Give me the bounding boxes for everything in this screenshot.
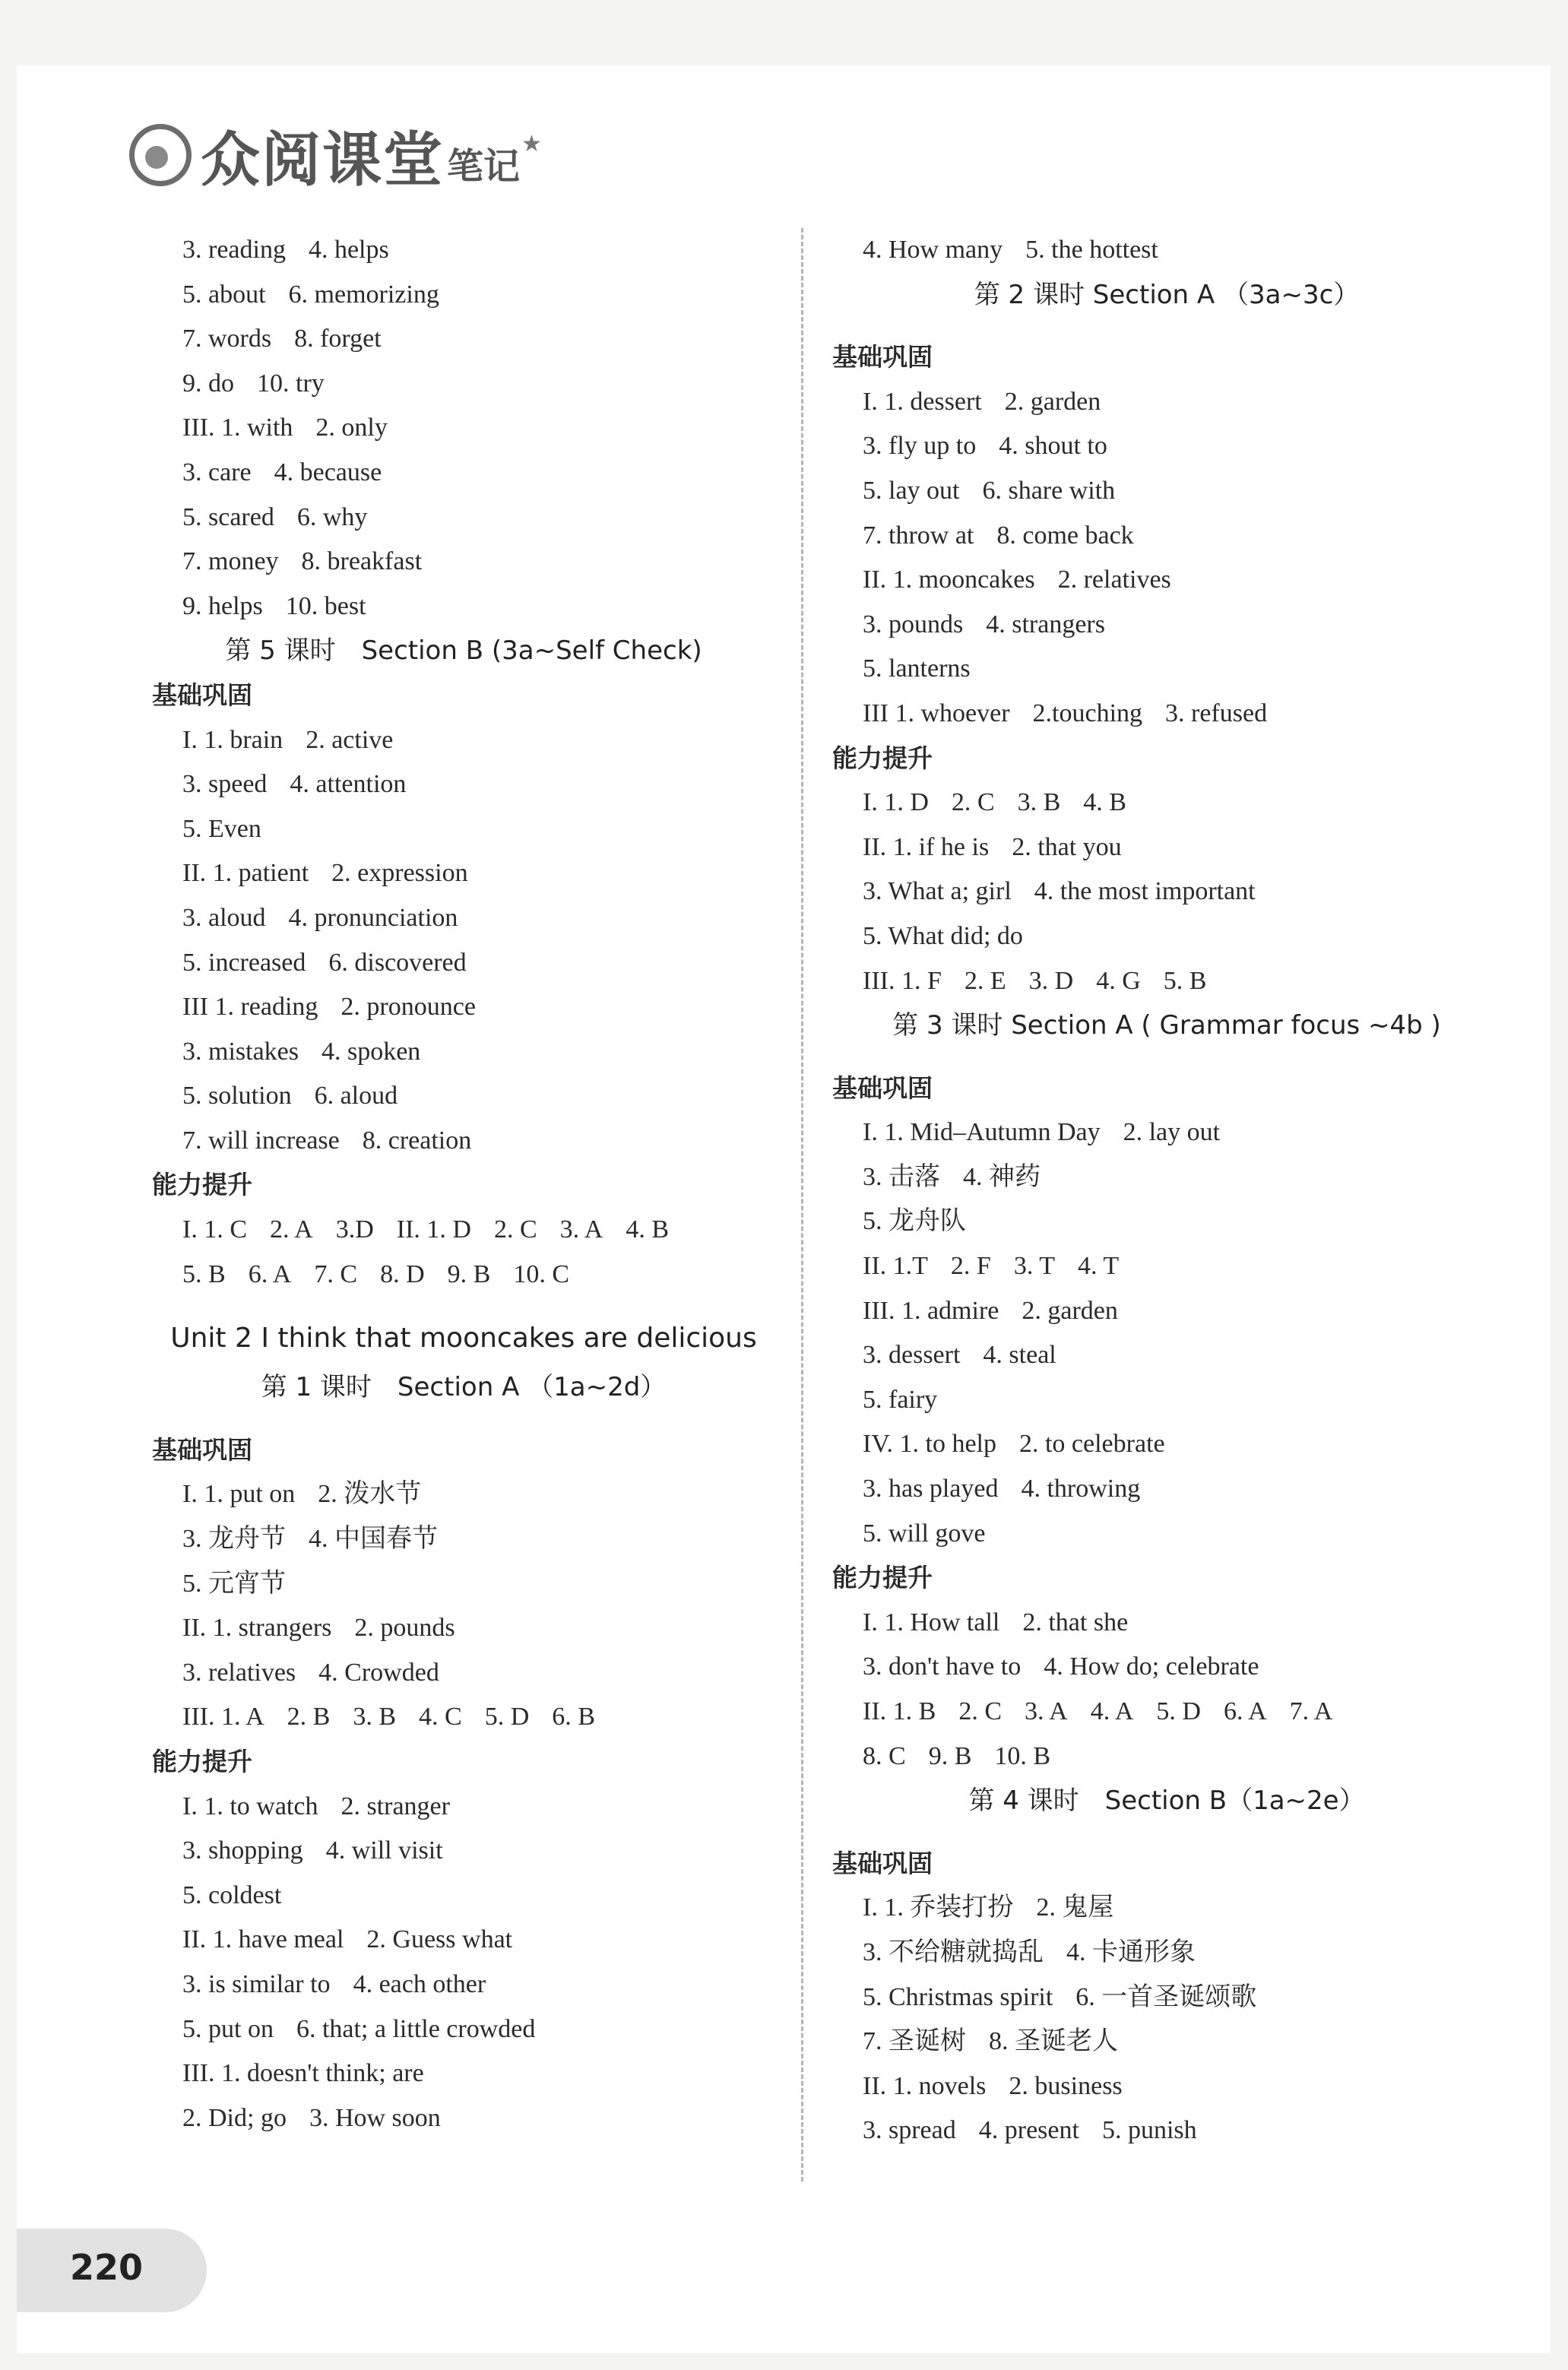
answer-item: 5. the hottest xyxy=(1025,236,1158,264)
lesson1-title: 第 1 课时 Section A （1a~2d） xyxy=(261,1372,667,1403)
answer-item: 4. Crowded xyxy=(318,1658,439,1687)
answer-line xyxy=(832,469,1501,514)
answer-line xyxy=(832,603,1501,648)
answer-item: 2. B xyxy=(287,1703,331,1732)
answer-line xyxy=(832,1601,1501,1646)
answer-item: 3. How soon xyxy=(309,2103,441,2132)
answer-item: 2. that you xyxy=(1012,832,1122,861)
answer-item: I. 1. brain xyxy=(182,725,284,754)
answer-item: 3. 不给糖就捣乱 xyxy=(863,1938,1044,1966)
answer-line xyxy=(152,585,775,629)
answer-item: 4. attention xyxy=(290,770,407,799)
answer-line xyxy=(832,2064,1501,2109)
answer-line xyxy=(832,514,1501,559)
answer-item: 7. words xyxy=(182,325,272,353)
answer-item: I. 1. Mid–Autumn Day xyxy=(863,1118,1101,1147)
answer-item: 8. forget xyxy=(294,325,382,353)
answer-item: 6. why xyxy=(296,502,368,531)
answer-item: 5. punish xyxy=(1101,2116,1197,2145)
answer-item: 3. aloud xyxy=(182,903,266,932)
brand-logo-icon xyxy=(129,124,192,186)
lesson2-basic-heading: 基础巩固 xyxy=(832,342,933,372)
answer-item: 3. has played xyxy=(863,1475,999,1503)
answer-item: I. 1. dessert xyxy=(863,387,982,416)
lesson1-adv-heading: 能力提升 xyxy=(152,1747,252,1776)
left-column xyxy=(152,228,775,2140)
answer-item: 5. increased xyxy=(182,948,306,977)
answer-item: 2. E xyxy=(964,966,1006,995)
lesson1-adv-answers xyxy=(152,1785,775,2141)
answer-item: 2. garden xyxy=(1004,387,1101,416)
answer-item: 5. D xyxy=(1156,1697,1201,1725)
answer-line xyxy=(832,2020,1501,2064)
lesson2-adv-answers xyxy=(832,781,1501,1003)
answer-line xyxy=(832,1199,1501,1244)
answer-item: 4. How do; celebrate xyxy=(1044,1652,1259,1681)
answer-item: 2. business xyxy=(1009,2071,1123,2100)
answer-item: 2. C xyxy=(493,1215,537,1244)
answer-line xyxy=(152,1606,775,1651)
answer-item: 4. spoken xyxy=(321,1037,421,1066)
answer-line xyxy=(832,1378,1501,1423)
answer-line xyxy=(152,851,775,896)
answer-line xyxy=(152,496,775,540)
answer-item: 9. B xyxy=(928,1741,972,1770)
answer-line xyxy=(832,558,1501,603)
answer-item: 9. B xyxy=(447,1259,491,1288)
answer-item: 10. B xyxy=(994,1741,1051,1770)
answer-item: 4. helps xyxy=(308,236,389,264)
answer-item: III. 1. F xyxy=(863,966,942,995)
answer-item: I. 1. 乔装打扮 xyxy=(863,1893,1014,1922)
answer-line xyxy=(832,1333,1501,1378)
answer-item: 6. that; a little crowded xyxy=(296,2014,536,2043)
answer-item: III 1. reading xyxy=(182,993,318,1022)
answer-item: 2. that she xyxy=(1022,1608,1129,1637)
answer-item: 3. reading xyxy=(182,236,286,264)
answer-item: 3. 龙舟节 xyxy=(182,1525,286,1554)
answer-item: 3. T xyxy=(1013,1252,1055,1281)
answer-item: 7. 圣诞树 xyxy=(863,2027,966,2056)
answer-item: 3. shopping xyxy=(182,1836,303,1865)
answer-item: I. 1. C xyxy=(182,1215,247,1244)
answer-item: 2. to celebrate xyxy=(1018,1430,1165,1459)
answer-item: 5. solution xyxy=(182,1082,292,1111)
answer-item: 5. B xyxy=(1163,966,1207,995)
answer-line xyxy=(152,1874,775,1918)
answer-item: II. 1.T xyxy=(863,1252,928,1281)
answer-line xyxy=(152,985,775,1030)
answer-item: 4. C xyxy=(419,1703,462,1732)
answer-line xyxy=(152,1517,775,1562)
answer-item: 3. is similar to xyxy=(182,1969,331,1998)
answer-item: 6. A xyxy=(1223,1697,1267,1725)
right-column xyxy=(832,228,1501,2153)
column-divider xyxy=(801,228,803,2181)
lesson3-basic-heading: 基础巩固 xyxy=(832,1073,933,1103)
answer-line xyxy=(152,1785,775,1830)
answer-item: 3. A xyxy=(559,1215,603,1244)
answer-item: 3. relatives xyxy=(182,1658,296,1687)
answer-item: 5. about xyxy=(182,280,266,309)
answer-item: 3. B xyxy=(353,1703,397,1732)
answer-item: 5. D xyxy=(484,1703,530,1732)
answer-item: 2. 鬼屋 xyxy=(1036,1893,1114,1922)
answer-item: I. 1. to watch xyxy=(182,1792,318,1820)
lesson4-basic-answers xyxy=(832,1886,1501,2153)
answer-line xyxy=(152,1253,775,1297)
answer-item: 4. because xyxy=(274,458,382,486)
answer-item: 5. fairy xyxy=(863,1385,938,1414)
answer-line xyxy=(152,1472,775,1517)
answer-item: III. 1. with xyxy=(182,413,293,442)
answer-item: 4. 中国春节 xyxy=(309,1525,438,1554)
answer-item: 8. come back xyxy=(996,521,1134,550)
answer-line xyxy=(152,1030,775,1075)
answer-line xyxy=(152,317,775,362)
answer-item: 2. F xyxy=(950,1252,991,1281)
lesson4-basic-heading: 基础巩固 xyxy=(832,1848,933,1878)
page-number: 220 xyxy=(70,2247,144,2288)
answer-line xyxy=(152,718,775,763)
answer-item: 10. C xyxy=(513,1259,569,1288)
answer-item: 5. scared xyxy=(182,502,274,531)
answer-item: 3. speed xyxy=(182,770,268,799)
answer-item: 2. garden xyxy=(1022,1296,1118,1325)
answer-item: 6. 一首圣诞颂歌 xyxy=(1075,1982,1257,2011)
answer-item: 3. care xyxy=(182,458,252,486)
answer-line xyxy=(152,762,775,807)
star-icon: ★ xyxy=(521,131,542,157)
answer-line xyxy=(832,1467,1501,1512)
answer-item: 7. A xyxy=(1289,1697,1333,1725)
lesson5-adv-answers xyxy=(152,1208,775,1297)
answer-item: 4. 神药 xyxy=(963,1162,1041,1191)
answer-item: 2. pronounce xyxy=(341,993,476,1022)
answer-item: 4. throwing xyxy=(1021,1475,1141,1503)
answer-line xyxy=(152,540,775,585)
lesson3-basic-answers xyxy=(832,1111,1501,1556)
lesson5-title: 第 5 课时 Section B (3a~Self Check) xyxy=(225,635,702,667)
answer-item: 3. don't have to xyxy=(863,1652,1022,1681)
answer-line xyxy=(832,825,1501,870)
answer-item: 2. 泼水节 xyxy=(318,1480,422,1509)
answer-item: III. 1. admire xyxy=(863,1296,999,1325)
answer-line xyxy=(152,1119,775,1164)
answer-line xyxy=(152,362,775,407)
page-number-tab xyxy=(17,2229,207,2312)
answer-line xyxy=(152,1651,775,1696)
answer-line xyxy=(152,1208,775,1253)
answer-line xyxy=(832,870,1501,914)
left-top-answers xyxy=(152,228,775,629)
answer-item: III 1. whoever xyxy=(863,699,1010,727)
answer-line xyxy=(152,273,775,318)
answer-item: 3. refused xyxy=(1165,699,1268,727)
answer-line xyxy=(832,959,1501,1004)
answer-item: 3. dessert xyxy=(863,1341,961,1370)
answer-item: 4. pronunciation xyxy=(288,903,458,932)
answer-item: 2. stranger xyxy=(341,1792,450,1820)
answer-item: 2. A xyxy=(270,1215,313,1244)
answer-item: 10. try xyxy=(257,369,325,398)
lesson5-basic-answers xyxy=(152,718,775,1164)
answer-item: 8. creation xyxy=(362,1126,472,1155)
unit-title: Unit 2 I think that mooncakes are delicious xyxy=(170,1323,757,1355)
answer-line xyxy=(152,941,775,986)
lesson5-basic-heading: 基础巩固 xyxy=(152,680,252,710)
answer-item: 2. Guess what xyxy=(366,1925,513,1954)
answer-item: 2. Did; go xyxy=(182,2103,287,2132)
answer-line xyxy=(152,2007,775,2052)
lesson1-basic-answers xyxy=(152,1472,775,1740)
answer-line xyxy=(832,424,1501,469)
answer-item: 5. Even xyxy=(182,814,261,843)
answer-item: 4. 卡通形象 xyxy=(1066,1938,1196,1966)
answer-item: 4. present xyxy=(978,2116,1079,2145)
answer-line xyxy=(832,1645,1501,1690)
answer-item: 6. share with xyxy=(982,476,1116,505)
answer-item: 5. What did; do xyxy=(863,921,1023,950)
answer-item: 2. C xyxy=(958,1697,1003,1725)
answer-item: 2. relatives xyxy=(1057,566,1171,594)
answer-line xyxy=(832,1111,1501,1155)
answer-line xyxy=(832,1735,1501,1779)
answer-line xyxy=(152,1074,775,1119)
lesson3-adv-heading: 能力提升 xyxy=(832,1563,933,1593)
answer-line xyxy=(832,914,1501,959)
lesson5-adv-heading: 能力提升 xyxy=(152,1170,252,1200)
answer-item: 4. steal xyxy=(983,1341,1056,1370)
answer-item: 4. shout to xyxy=(999,432,1107,461)
answer-item: 8. D xyxy=(380,1259,425,1288)
answer-line xyxy=(152,1963,775,2007)
answer-line xyxy=(832,1289,1501,1334)
answer-line xyxy=(152,896,775,941)
answer-line xyxy=(832,692,1501,737)
answer-item: 3.D xyxy=(335,1215,374,1244)
answer-item: II. 1. strangers xyxy=(182,1614,332,1643)
answer-item: 3. pounds xyxy=(863,610,964,638)
answer-item: 4. each other xyxy=(353,1969,486,1998)
answer-item: II. 1. mooncakes xyxy=(863,566,1035,594)
answer-item: 8. 圣诞老人 xyxy=(989,2027,1118,2056)
answer-item: II. 1. novels xyxy=(863,2071,987,2100)
right-top-answers xyxy=(832,228,1501,273)
brand-subtitle: 笔记 xyxy=(447,144,521,188)
answer-item: II. 1. have meal xyxy=(182,1925,344,1954)
answer-item: 5. B xyxy=(182,1259,226,1288)
answer-item: I. 1. put on xyxy=(182,1480,296,1509)
answer-item: 5. 龙舟队 xyxy=(863,1207,966,1236)
answer-line xyxy=(832,1155,1501,1200)
brand-title: 众阅课堂 xyxy=(201,126,445,195)
answer-line xyxy=(832,1690,1501,1735)
answer-line xyxy=(832,1886,1501,1931)
answer-line xyxy=(152,406,775,451)
answer-line xyxy=(152,1695,775,1740)
answer-item: 4. How many xyxy=(863,236,1003,264)
answer-item: 3. B xyxy=(1017,788,1061,817)
answer-item: 6. aloud xyxy=(314,1082,398,1111)
answer-line xyxy=(832,1422,1501,1467)
answer-item: 3. A xyxy=(1025,1697,1068,1725)
lesson2-basic-answers xyxy=(832,380,1501,737)
answer-item: 3. spread xyxy=(863,2116,956,2145)
lesson3-title: 第 3 课时 Section A ( Grammar focus ~4b ) xyxy=(892,1010,1441,1041)
answer-line xyxy=(152,1829,775,1874)
answer-line xyxy=(832,1512,1501,1557)
lesson4-title: 第 4 课时 Section B（1a~2e） xyxy=(968,1785,1365,1817)
answer-item: II. 1. D xyxy=(396,1215,471,1244)
answer-item: 4. will visit xyxy=(325,1836,443,1865)
answer-item: III. 1. A xyxy=(182,1703,265,1732)
answer-item: 7. throw at xyxy=(863,521,974,550)
answer-item: 2. expression xyxy=(331,859,468,888)
answer-line xyxy=(152,1562,775,1607)
answer-line xyxy=(832,2109,1501,2153)
answer-line xyxy=(832,1976,1501,2020)
answer-item: 6. memorizing xyxy=(288,280,439,309)
answer-item: 2. lay out xyxy=(1123,1118,1221,1147)
answer-item: I. 1. D xyxy=(863,788,929,817)
answer-item: 8. C xyxy=(863,1741,906,1770)
answer-item: 3. fly up to xyxy=(863,432,977,461)
answer-item: 5. will gove xyxy=(863,1519,986,1548)
answer-item: I. 1. How tall xyxy=(863,1608,1000,1637)
answer-line xyxy=(832,1931,1501,1976)
answer-item: 9. do xyxy=(182,369,234,398)
answer-item: 2.touching xyxy=(1032,699,1143,727)
answer-item: 4. A xyxy=(1090,1697,1134,1725)
answer-item: 2. active xyxy=(306,725,394,754)
answer-item: 5. put on xyxy=(182,2014,274,2043)
lesson2-adv-heading: 能力提升 xyxy=(832,743,933,773)
answer-item: 8. breakfast xyxy=(301,547,423,576)
answer-line xyxy=(152,1918,775,1963)
answer-item: 3. What a; girl xyxy=(863,877,1012,906)
lesson2-title: 第 2 课时 Section A （3a~3c） xyxy=(974,279,1360,310)
brand-header xyxy=(129,112,542,198)
answer-item: 7. C xyxy=(314,1259,358,1288)
answer-line xyxy=(832,380,1501,425)
answer-item: 5. lanterns xyxy=(863,654,971,683)
answer-item: 7. money xyxy=(182,547,279,576)
answer-item: II. 1. if he is xyxy=(863,832,990,861)
answer-line xyxy=(152,451,775,496)
answer-item: 6. B xyxy=(552,1703,595,1732)
answer-item: 3. D xyxy=(1028,966,1074,995)
answer-item: 4. G xyxy=(1096,966,1141,995)
answer-item: 4. the most important xyxy=(1034,877,1256,906)
answer-item: 5. 元宵节 xyxy=(182,1569,286,1598)
answer-item: 4. strangers xyxy=(986,610,1105,638)
answer-item: 6. discovered xyxy=(328,948,467,977)
answer-item: 10. best xyxy=(285,591,366,620)
answer-line xyxy=(152,2052,775,2096)
lesson1-basic-heading: 基础巩固 xyxy=(152,1434,252,1465)
answer-item: 4. T xyxy=(1078,1252,1120,1281)
answer-item: 7. will increase xyxy=(182,1126,340,1155)
answer-item: 3. mistakes xyxy=(182,1037,299,1066)
answer-line xyxy=(152,228,775,273)
answer-item: 2. C xyxy=(951,788,995,817)
answer-item: II. 1. patient xyxy=(182,859,309,888)
answer-item: 6. A xyxy=(248,1259,292,1288)
answer-line xyxy=(832,228,1501,273)
answer-item: II. 1. B xyxy=(863,1697,936,1725)
answer-line xyxy=(832,1244,1501,1289)
answer-line xyxy=(832,781,1501,825)
answer-item: IV. 1. to help xyxy=(863,1430,996,1459)
answer-item: 4. B xyxy=(626,1215,670,1244)
answer-line xyxy=(152,2096,775,2141)
lesson3-adv-answers xyxy=(832,1601,1501,1779)
answer-item: III. 1. doesn't think; are xyxy=(182,2059,424,2088)
answer-item: 5. coldest xyxy=(182,1880,282,1909)
answer-line xyxy=(832,647,1501,692)
answer-item: 2. only xyxy=(315,413,388,442)
answer-item: 9. helps xyxy=(182,591,263,620)
answer-item: 5. Christmas spirit xyxy=(863,1982,1053,2011)
answer-item: 2. pounds xyxy=(354,1614,455,1643)
answer-item: 4. B xyxy=(1083,788,1126,817)
answer-line xyxy=(152,807,775,852)
answer-item: 5. lay out xyxy=(863,476,960,505)
answer-item: 3. 击落 xyxy=(863,1162,940,1191)
